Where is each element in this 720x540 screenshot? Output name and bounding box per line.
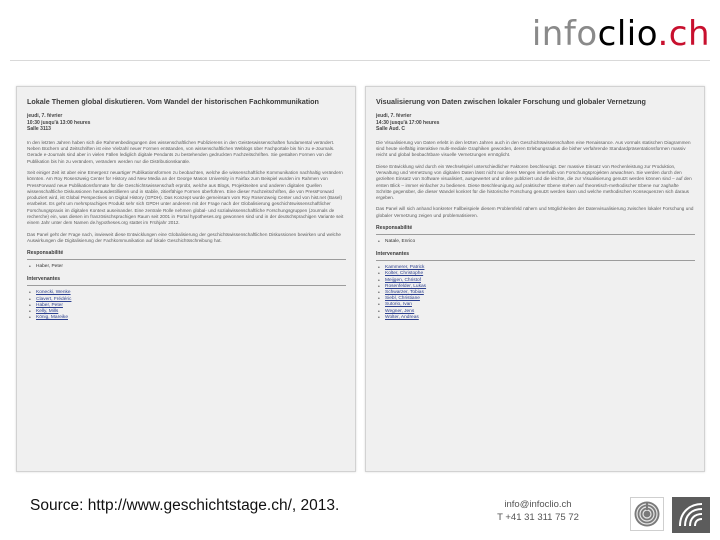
abstract-paragraph: Die Visualisierung von Daten erlebt in den letzten Jahren auch in den Geschichtswissenschaften eine Renaissance. Aus vormals statischen Diagrammen sind heute vielfältig interaktive multi-mediale Graphiken geworden, deren Erlebungsradius die bisher verfahrende Standardpräsentationsformen massiv reicht und global beobachtbare visuelle Vernetzungen ermöglicht. [376,139,691,158]
session-time: 10:30 jusqu'à 13:00 heures [27,119,91,126]
session-date: jeudi, 7. février [27,113,63,119]
infoclio-logo [532,12,710,56]
speakers-list [376,265,695,321]
person-name: Haber, Peter [36,264,63,270]
section-divider [376,234,695,235]
abstract-paragraph: Seit einiger Zeit ist aber eine Emergenz neuartiger Publikationsformen zu beobachten, welche die wissenschaftliche Kommunikation nachhaltig verändern könnten. Am Roy Rosenzweig Center for History and New Media an der George Mason University in Fairfax zum Beispiel wurden im Rahmen von PressForward neue Publikationsformate für die Geschichtswissenschaft erprobt, welche aus Blogs, Projektseiten und anderen digitalen Quellen wissenschaftliche Diskussionen herausdestillieren und in stabile, zitierfähige Formen überführen. Eine dieser Fachzeitschriften, die von PressForward produziert wird, ist Global Perspectives on Digital History (GPDH). Das Konzept wurde gemeinsam vom Roy Rosenzweig Center und von hist.net (Basel) erarbeitet. Es geht um mehrsprachiges Produkt sehr sich GPDH unter anderem mit der Frage nach der Globalisierung geschichtswissenschaftlicher Forschungspraxis im digitalen Kontext auseinander. Eine zentrale Rolle nehmen global- und sozialwissenschaftliche Forschungsgruppen (Journals de recherche) ein, was diesen im französischsprachigen Raum seit 2001 in Portal hypotheses.org gewonnen sind und in der deutschsprachigen Variante seit einem Jahr unter dem Namen de.hypotheses.org stattet im Frühjahr 2012. [27,169,344,226]
panel-title: Visualisierung von Daten zwischen lokaler Forschung und globaler Vernetzung [376,97,646,106]
responsible-list [27,264,346,270]
speaker-link[interactable]: Haber, Peter [36,302,63,308]
speakers-heading: Intervenantes [27,276,61,283]
abstract-paragraph: Das Panel geht der Frage nach, inwieweit diese Entwicklungen eine Globalisierung der geschichtswissenschaftlichen Diskussionen bewirken und welche Auswirkungen die Digitalisierung der Fachkommunikation auf lokale Geschichtsschreibung hat. [27,231,341,243]
responsible-list [376,239,695,245]
speaker-link[interactable]: Konecki, Wenke [36,290,71,296]
speaker-link[interactable]: Wegner, Jens [385,308,415,314]
panel-document-right [365,86,705,472]
swirl-logo-icon [672,497,710,533]
speaker-link[interactable]: Wolter, Andreas [385,314,419,320]
list-item [376,315,695,321]
section-divider [376,260,695,261]
session-meta [376,113,695,133]
list-item [27,315,346,321]
session-time: 14:30 jusqu'à 17:00 heures [376,119,440,126]
session-room: Salle 3113 [27,126,51,133]
speaker-link[interactable]: König, Mareike [36,315,68,321]
speaker-link[interactable]: Kolter, Christophe [385,271,424,277]
speaker-link[interactable]: Schwarzer, Tobias [385,290,424,296]
list-item [376,239,695,245]
panel-document-left [16,86,356,472]
contact-phone: T +41 31 311 75 72 [497,512,579,523]
speakers-list [27,290,346,321]
session-room: Salle Aud. C [376,126,405,133]
abstract-paragraph: In den letzten Jahren haben sich die Rahmenbedingungen des wissenschaftlichen Publizierens in den Geisteswissenschaften fundamental verändert. Neben Büchern und Zeitschriften ist eine Vielzahl neuer Formen entstanden, von wissenschaftlichen Weblogs über Fachportale bis hin zu e-Journals. Gerade e-Journals sind aber in vielen Fällen lediglich digitale Pendants zu bestehenden gedruckten Fachzeitschriften. Sie gestalten Formen von der Publikation bis hin zu verändern, verändern werden nur die Distributionskanäle. [27,139,335,164]
logo-part-ch: .ch [657,14,710,54]
contact-block [478,498,598,524]
session-date: jeudi, 7. février [376,113,412,119]
speaker-link[interactable]: Sutorio, Ivan [385,302,412,308]
contact-email[interactable]: info@infoclio.ch [504,499,572,510]
list-item [27,264,346,270]
speaker-link[interactable]: Siebl, Christiane [385,296,420,302]
responsibility-heading: Responsabilité [376,225,413,232]
speaker-link[interactable]: Kelly, Mills [36,309,59,315]
source-citation: Source: http://www.geschichtstage.ch/, 2013. [30,497,340,514]
header-divider [10,60,710,61]
section-divider [27,285,346,286]
person-name: Natale, Enrico [385,239,416,245]
abstract-paragraph: Das Panel will sich anhand konkreter Fallbeispiele diesem Problemfeld nähern und Möglichkeiten der Datenvisualisierung zwischen lokaler Forschung und globaler Vernetzung zeigen und problematisieren. [376,206,694,218]
section-divider [27,259,346,260]
panel-title: Lokale Themen global diskutieren. Vom Wandel der historischen Fachkommunikation [27,97,319,106]
session-meta [27,113,346,133]
responsibility-heading: Responsabilité [27,250,64,257]
logo-part-info: info [531,14,598,54]
speaker-link[interactable]: Clavert, Frédéric [36,296,72,302]
labyrinth-logo-icon [630,497,664,531]
speaker-link[interactable]: Meijgen, Christof [385,277,421,283]
abstract-paragraph: Diese Entwicklung wird durch ein Wechselspiel unterschiedlicher Faktoren beschleunigt. Der massive Einsatz von Rechenleistung zur Produktion, Verwaltung und Vernetzung von digitalen Daten lässt nicht nur deren Mengen innerhalb von Forschungsprojekten anwachsen. Sie werden durch den gezielten Einsatz von Software visualisiert, ausgewertet und online publiziert und die leichte, die zur Visualisierung genutzt werden können sind – auf den ersten Blick – immer einfacher zu bedienen. Diese Beschleunigung auf praktischer Ebene stehen auf theoretisch-methodischer Ebene nur zaghafte Schritte gegenüber, die dieser Wandel konkret für die historische Forschung genutzt werden kann und welche methodischen Konsequenzen sich daraus ergeben. [376,163,692,201]
logo-part-clio: clio [597,14,658,54]
speaker-link[interactable]: Kammerer, Patrick [385,265,425,271]
speakers-heading: Intervenantes [376,251,410,258]
speaker-link[interactable]: Rosenfelder, Lukas [385,283,427,289]
